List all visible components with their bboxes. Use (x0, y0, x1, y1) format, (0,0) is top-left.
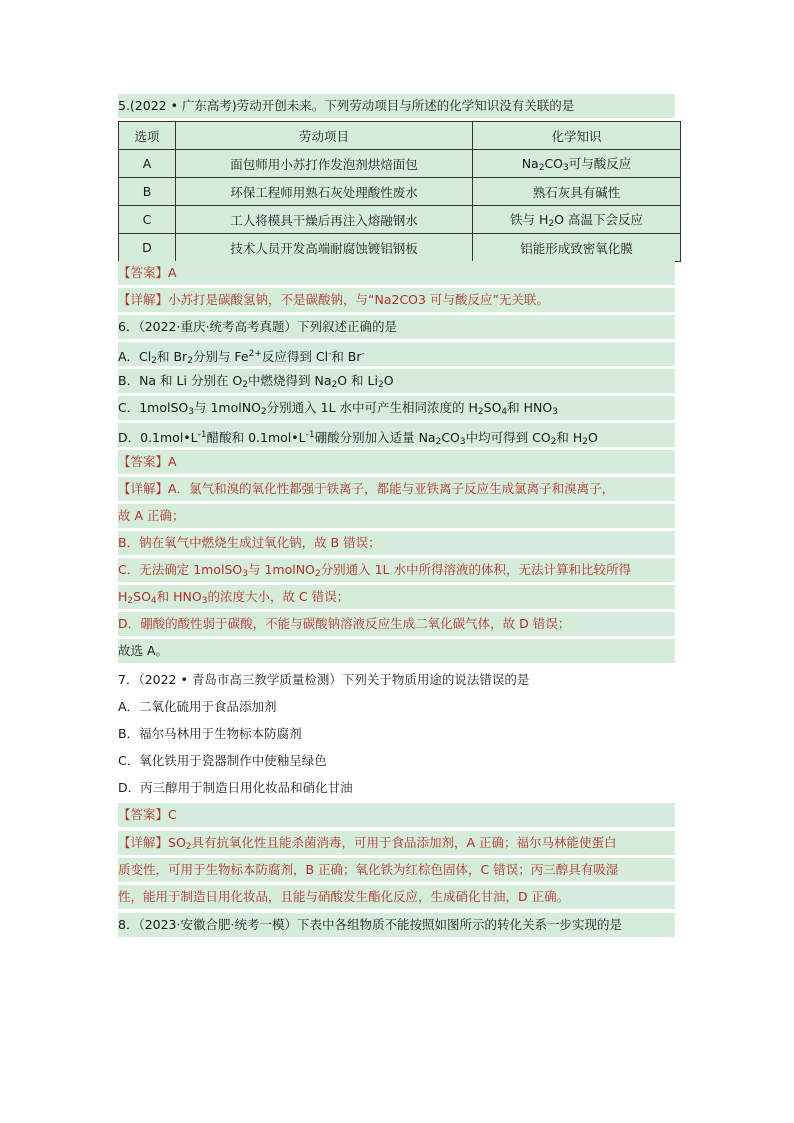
q6-detail-b: B．钠在氧气中燃烧生成过氧化钠，故 B 错误； (118, 531, 675, 555)
q6-detail-c1: C．无法确定 1molSO$_3$与 1molNO$_2$分别通入 1L 水中所得溶液的体积，无法计算和比较所得 (118, 558, 675, 582)
cell-labor: 工人将模具干燥后再注入熔融钢水 (176, 206, 473, 234)
q6-detail-a1: 【详解】A．氯气和溴的氧化性都强于铁离子，都能与亚铁离子反应生成氯离子和溴离子， (118, 477, 675, 501)
q6-option-a: A．$Cl_2$和 $Br_2$分别与 $Fe^{2+}$反应得到 Cl-和 Br- (118, 342, 675, 366)
q7-option-d: D．丙三醇用于制造日用化妆品和硝化甘油 (118, 780, 353, 795)
q7-detail-2: 质变性，可用于生物标本防腐剂，B 正确；氧化铁为红棕色固体，C 错误；丙三醇具有吸湿 (118, 858, 675, 882)
q6-option-c: C．1molSO$_3$与 1molNO$_2$分别通入 1L 水中可产生相同浓度的 $H_2SO_4$和 $HNO_3$ (118, 396, 675, 420)
cell-labor: 技术人员开发高端耐腐蚀镀铝钢板 (176, 234, 473, 262)
cell-labor: 面包师用小苏打作发泡剂烘焙面包 (176, 150, 473, 178)
cell-labor: 环保工程师用熟石灰处理酸性废水 (176, 178, 473, 206)
q7-option-a: A．二氧化硫用于食品添加剂 (118, 699, 277, 714)
q5-answer: 【答案】A (118, 261, 675, 285)
q5-table (118, 121, 681, 262)
q6-option-b: B．Na 和 Li 分别在 $O_2$中燃烧得到 $Na_2O$ 和 $Li_2O$ (118, 369, 675, 393)
cell-option: C (119, 206, 176, 234)
cell-chem: 铝能形成致密氧化膜 (473, 234, 681, 262)
q6-detail-d: D．硼酸的酸性弱于碳酸，不能与碳酸钠溶液反应生成二氧化碳气体，故 D 错误； (118, 612, 675, 636)
header-option: 选项 (119, 122, 176, 150)
cell-chem: 熟石灰具有碱性 (473, 178, 681, 206)
cell-option: B (119, 178, 176, 206)
q7-question: 7．（2022 • 青岛市高三教学质量检测）下列关于物质用途的说法错误的是 (118, 672, 530, 687)
q7-option-b: B．福尔马林用于生物标本防腐剂 (118, 726, 302, 741)
q7-detail-3: 性，能用于制造日用化妆品，且能与硝酸发生酯化反应，生成硝化甘油，D 正确。 (118, 885, 675, 909)
q7-detail-1: 【详解】$SO_2$具有抗氧化性且能杀菌消毒，可用于食品添加剂，A 正确；福尔马林能使蛋白 (118, 831, 675, 855)
cell-chem: 铁与 $H_2O$ 高温下会反应 (473, 206, 681, 234)
table-header-row (119, 122, 681, 150)
q6-answer: 【答案】A (118, 450, 675, 474)
header-labor: 劳动项目 (176, 122, 473, 150)
q6-option-d: D．$0.1mol•L^{-1}$醋酸和 $0.1mol•L^{-1}$硼酸分别加入适量 $Na_2CO_3$中均可得到 $CO_2$和 $H_2O$ (118, 423, 675, 447)
cell-option: D (119, 234, 176, 262)
q6-detail-a2: 故 A 正确； (118, 504, 675, 528)
q7-answer: 【答案】C (118, 803, 675, 827)
table-row (119, 234, 681, 262)
cell-option: A (119, 150, 176, 178)
q7-option-c: C．氧化铁用于瓷器制作中使釉呈绿色 (118, 753, 327, 768)
table-row (119, 150, 681, 178)
table-row (119, 178, 681, 206)
q6-question: 6．（2022·重庆·统考高考真题）下列叙述正确的是 (118, 315, 675, 339)
q6-conclusion: 故选 A。 (118, 639, 675, 663)
q8-question: 8．（2023·安徽合肥·统考一模）下表中各组物质不能按照如图所示的转化关系一步实现的是 (118, 913, 675, 937)
q5-detail: 【详解】小苏打是碳酸氢钠，不是碳酸钠，与“Na2CO3 可与酸反应”无关联。 (118, 288, 675, 312)
header-chem: 化学知识 (473, 122, 681, 150)
q6-detail-c2: $H_2SO_4$和 $HNO_3$的浓度大小，故 C 错误； (118, 585, 675, 609)
cell-chem: $Na_2CO_3$可与酸反应 (473, 150, 681, 178)
q5-question: 5.(2022 • 广东高考)劳动开创未来。下列劳动项目与所述的化学知识没有关联的是 (118, 94, 675, 118)
table-row (119, 206, 681, 234)
